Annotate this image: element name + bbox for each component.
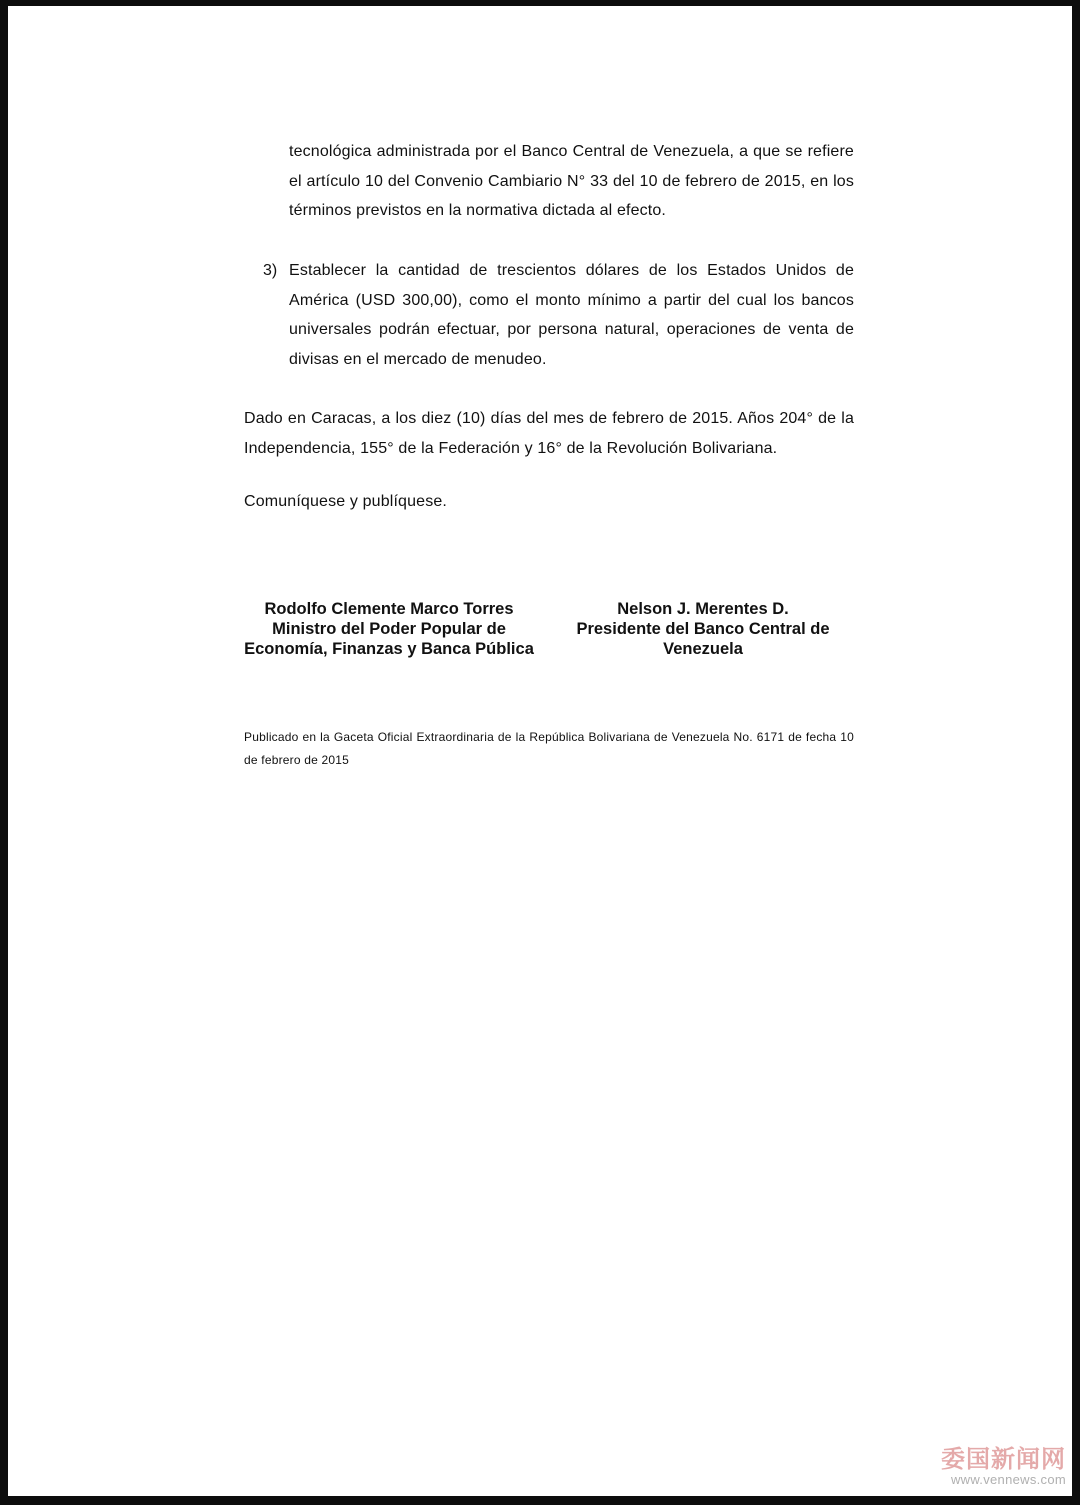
watermark-site-name: 委国新闻网 [941, 1445, 1066, 1473]
publication-footnote: Publicado en la Gaceta Oficial Extraordinaria de la República Bolivariana de Venezuela No. 6171 de fecha 10 de febrero de 2015 [244, 730, 854, 767]
signature-block-bcv-president [553, 599, 853, 659]
list-item-text: Establecer la cantidad de trescientos dólares de los Estados Unidos de América (USD 300,00), como el monto mínimo a partir del cual los bancos universales podrán efectuar, por persona natural, operaciones de venta de divisas en el mercado de menudeo. [289, 262, 854, 369]
watermark [941, 1445, 1066, 1487]
signatory-title: Venezuela [663, 640, 743, 658]
signatory-name: Nelson J. Merentes D. [617, 600, 789, 618]
continuation-paragraph: tecnológica administrada por el Banco Central de Venezuela, a que se refiere el artículo 10 del Convenio Cambiario N° 33 del 10 de febrero de 2015, en los términos previstos en la normativa dictada al efecto. [289, 143, 854, 220]
signatory-name: Rodolfo Clemente Marco Torres [264, 600, 514, 618]
dado-paragraph: Dado en Caracas, a los diez (10) días del mes de febrero de 2015. Años 204° de la Independencia, 155° de la Federación y 16° de la Revolución Bolivariana. [244, 410, 854, 457]
signature-block-minister [234, 599, 544, 659]
watermark-url: www.vennews.com [950, 1472, 1066, 1487]
document-page [8, 6, 1072, 1496]
signatory-title: Ministro del Poder Popular de [272, 620, 506, 638]
signatory-title: Presidente del Banco Central de [576, 620, 830, 638]
list-item-number: 3) [263, 262, 278, 279]
signatory-title: Economía, Finanzas y Banca Pública [244, 640, 534, 658]
closing-formula: Comuníquese y publíquese. [244, 493, 447, 510]
